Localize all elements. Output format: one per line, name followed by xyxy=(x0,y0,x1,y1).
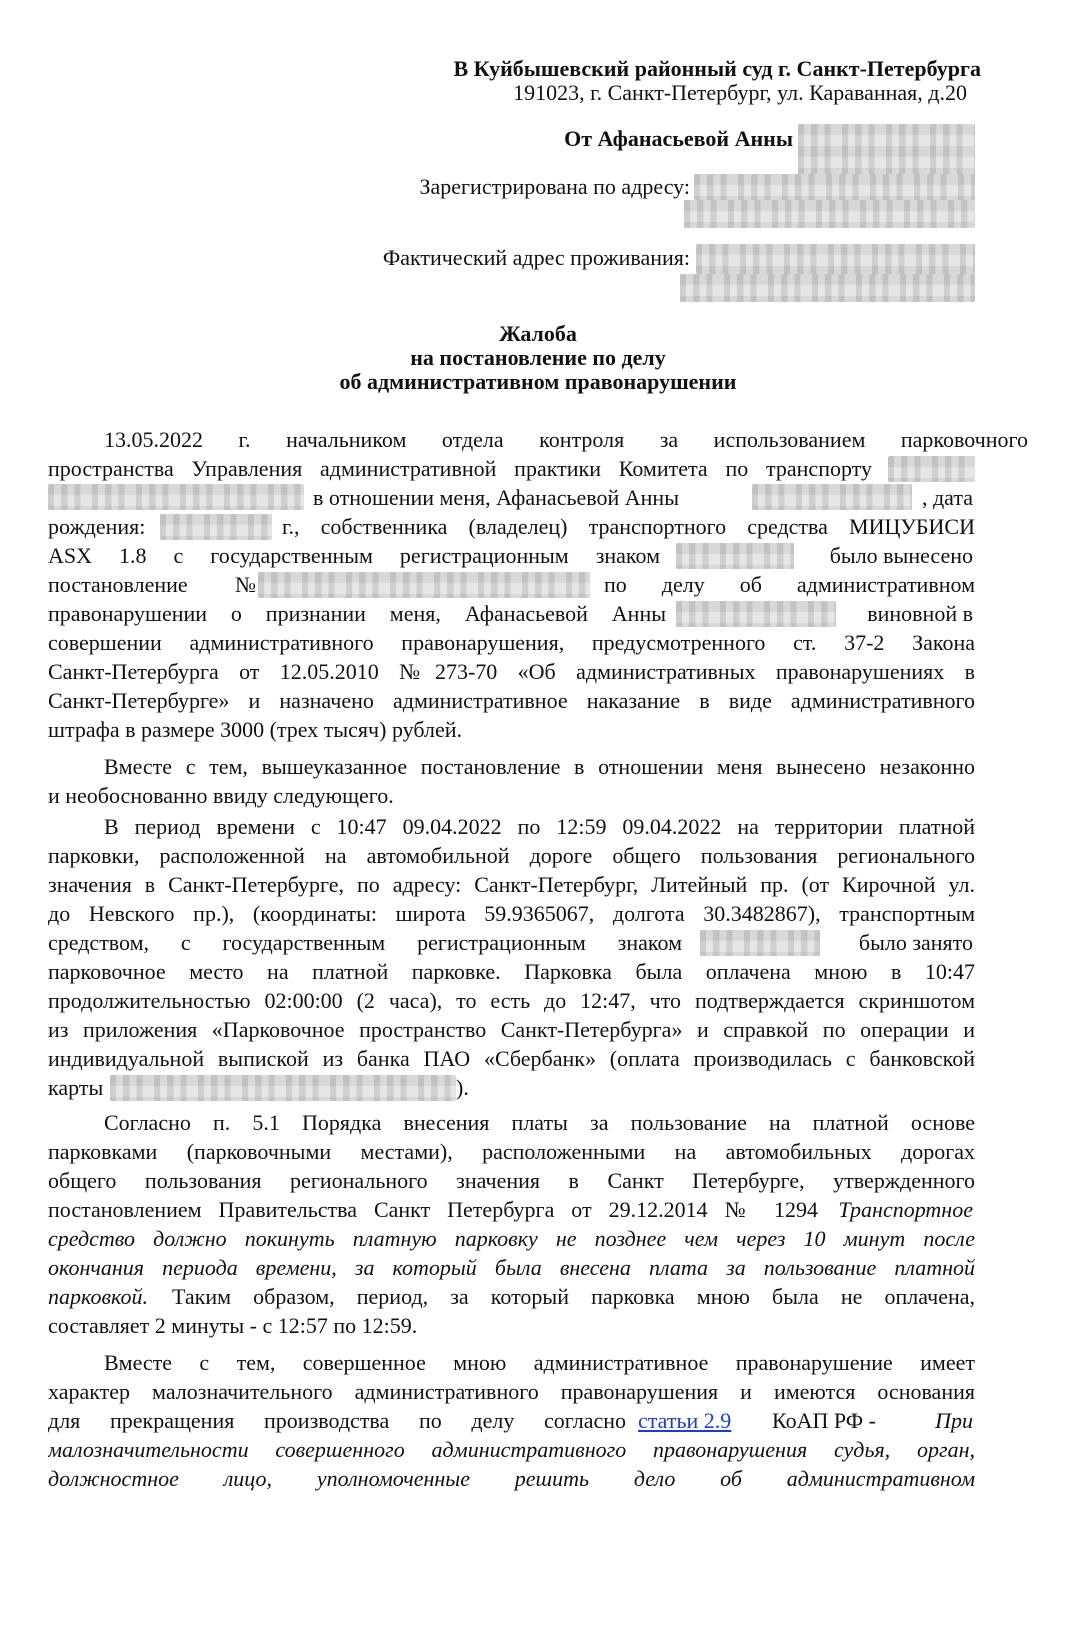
p2-line-1: Вместе с тем, вышеуказанное постановление в отношении меня вынесено незаконно xyxy=(104,754,975,779)
p3-line-10b: ). xyxy=(456,1075,469,1100)
p3-line-6: парковочное место на платной парковке. Парковка была оплачена мною в 10:47 xyxy=(48,959,975,984)
p5-line-1: Вместе с тем, совершенное мною административное правонарушение имеет xyxy=(104,1350,975,1375)
p3-line-10a: карты xyxy=(48,1075,104,1100)
p5-line-5: должностное лицо, уполномоченные решить дело об административном xyxy=(48,1466,975,1491)
p4-line-7b: Таким образом, период, за который парковка мною была не оплачена, xyxy=(172,1284,975,1309)
p1-line-4b: г., собственника (владелец) транспортного средства МИЦУБИСИ xyxy=(282,514,975,539)
redacted-resolution-number xyxy=(258,572,590,598)
redacted-plate-2 xyxy=(700,930,820,956)
p1-line-3b: , дата xyxy=(921,485,973,510)
p1-line-11: штрафа в размере 3000 (трех тысяч) рублей. xyxy=(48,717,463,742)
p3-line-4: до Невского пр.), (координаты: широта 59.9365067, долгота 30.3482867), транспортным xyxy=(48,901,975,926)
redacted-official-2 xyxy=(48,484,304,510)
p3-line-5b: было занято xyxy=(858,930,973,955)
redacted-plate-1 xyxy=(676,543,794,569)
p5-line-2: характер малозначительного административного правонарушения и имеются основания xyxy=(48,1379,975,1404)
document-subtitle-2: об административном правонарушении xyxy=(339,369,737,394)
p5-line-3b: КоАП РФ - xyxy=(772,1408,876,1433)
p1-line-8: совершении административного правонарушения, предусмотренного ст. 37-2 Закона xyxy=(48,630,975,655)
redacted-official-1 xyxy=(888,456,975,482)
p3-line-8: из приложения «Парковочное пространство Санкт-Петербурга» и справкой по операции и xyxy=(48,1017,975,1042)
p4-line-5: средство должно покинуть платную парковку не позднее чем через 10 минут после xyxy=(48,1226,975,1251)
p3-line-7: продолжительностью 02:00:00 (2 часа), то есть до 12:47, что подтверждается скриншотом xyxy=(48,988,975,1013)
p1-line-1: 13.05.2022 г. начальником отдела контроля за использованием парковочного xyxy=(104,427,1028,452)
p1-line-10: Санкт-Петербурге» и назначено административное наказание в виде административного xyxy=(48,688,975,713)
p4-line-4a: постановлением Правительства Санкт Петербурга от 29.12.2014 № 1294 xyxy=(48,1197,818,1222)
redacted-card-number xyxy=(110,1075,456,1101)
p2-line-2: и необоснованно ввиду следующего. xyxy=(48,783,394,808)
p5-line-3c: При xyxy=(935,1408,973,1433)
p1-line-3a: в отношении меня, Афанасьевой Анны xyxy=(313,485,679,510)
p5-line-4: малозначительности совершенного административного правонарушения судья, орган, xyxy=(48,1437,975,1462)
p3-line-2: парковки, расположенной на автомобильной дороге общего пользования регионального xyxy=(48,843,975,868)
p1-line-2: пространства Управления административной практики Комитета по транспорту xyxy=(48,456,872,481)
p4-line-4b: Транспортное xyxy=(838,1197,973,1222)
redacted-surname xyxy=(798,124,975,178)
p1-line-6b: по делу об административном xyxy=(604,572,975,597)
p1-line-7a: правонарушении о признании меня, Афанасьевой Анны xyxy=(48,601,666,626)
redacted-registered-address-2 xyxy=(684,200,975,228)
actual-address-label: Фактический адрес проживания: xyxy=(382,245,690,270)
document-title: Жалоба xyxy=(499,321,577,346)
p3-line-5a: средством, с государственным регистрационным знаком xyxy=(48,930,682,955)
p4-line-6: окончания периода времени, за который была внесена плата за пользование платной xyxy=(48,1255,975,1280)
court-name: В Куйбышевский районный суд г. Санкт-Петербурга xyxy=(453,56,981,81)
registered-address-label: Зарегистрирована по адресу: xyxy=(419,174,690,199)
p4-line-7a: парковкой. xyxy=(48,1284,148,1309)
applicant-name: От Афанасьевой Анны xyxy=(564,126,793,151)
p1-line-5a: ASX 1.8 с государственным регистрационным знаком xyxy=(48,543,660,568)
p3-line-9: индивидуальной выпиской из банка ПАО «Сбербанк» (оплата производилась с банковской xyxy=(48,1046,975,1071)
court-address: 191023, г. Санкт-Петербург, ул. Караванная, д.20 xyxy=(513,80,967,105)
p4-line-1: Согласно п. 5.1 Порядка внесения платы за пользование на платной основе xyxy=(104,1110,975,1135)
p4-line-8: составляет 2 минуты - с 12:57 по 12:59. xyxy=(48,1313,418,1338)
redacted-patronymic-1 xyxy=(752,484,912,510)
redacted-patronymic-2 xyxy=(676,601,836,627)
p1-line-9: Санкт-Петербурга от 12.05.2010 №273-70 «Об административных правонарушениях в xyxy=(48,659,975,684)
document-subtitle-1: на постановление по делу xyxy=(410,345,666,370)
p1-line-5b: было вынесено xyxy=(829,543,973,568)
p3-line-1: В период времени с 10:47 09.04.2022 по 12:59 09.04.2022 на территории платной xyxy=(104,814,975,839)
p1-line-4a: рождения: xyxy=(48,514,146,539)
redacted-actual-address-1 xyxy=(696,244,975,274)
p1-line-6a: постановление № xyxy=(48,572,256,597)
p4-line-3: общего пользования регионального значения в Санкт Петербурге, утвержденного xyxy=(48,1168,975,1193)
redacted-actual-address-2 xyxy=(680,274,975,302)
redacted-birthdate xyxy=(160,514,272,540)
p3-line-3: значения в Санкт-Петербурге, по адресу: Санкт-Петербург, Литейный пр. (от Кирочной ул. xyxy=(48,872,975,897)
p5-line-3a: для прекращения производства по делу согласно xyxy=(48,1408,626,1433)
redacted-registered-address-1 xyxy=(694,174,975,200)
p4-line-2: парковками (парковочными местами), расположенными на автомобильных дорогах xyxy=(48,1139,975,1164)
article-2-9-link[interactable]: статьи 2.9 xyxy=(638,1408,732,1433)
p1-line-7b: виновной в xyxy=(867,601,973,626)
